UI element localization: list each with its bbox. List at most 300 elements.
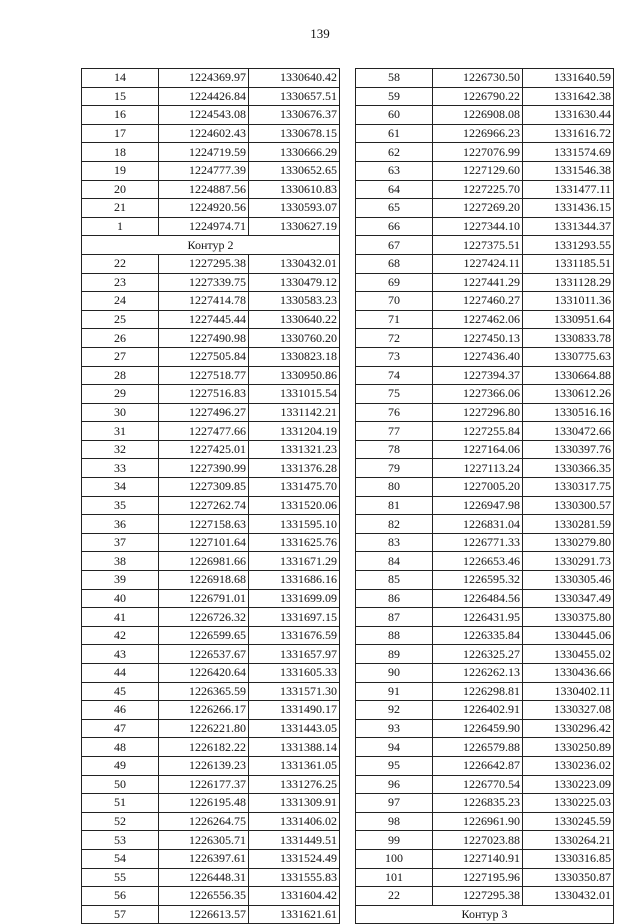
point-number-cell: 19 [82, 161, 159, 180]
point-number-cell: 89 [356, 645, 433, 664]
point-number-cell: 37 [82, 533, 159, 552]
x-coordinate-cell: 1226835.23 [433, 794, 523, 813]
y-coordinate-cell: 1331321.23 [249, 440, 340, 459]
table-row [82, 124, 340, 143]
x-coordinate-cell: 1226221.80 [159, 719, 249, 738]
x-coordinate-cell: 1226448.31 [159, 868, 249, 887]
x-coordinate-cell: 1227441.29 [433, 273, 523, 292]
y-coordinate-cell: 1331475.70 [249, 478, 340, 497]
table-row [356, 273, 614, 292]
y-coordinate-cell: 1331546.38 [523, 161, 614, 180]
table-row [356, 533, 614, 552]
y-coordinate-cell: 1331128.29 [523, 273, 614, 292]
point-number-cell: 90 [356, 664, 433, 683]
table-row [356, 682, 614, 701]
contour-label: Контур 2 [82, 236, 340, 255]
y-coordinate-cell: 1331574.69 [523, 143, 614, 162]
y-coordinate-cell: 1331524.49 [249, 849, 340, 868]
x-coordinate-cell: 1227505.84 [159, 347, 249, 366]
y-coordinate-cell: 1331699.09 [249, 589, 340, 608]
y-coordinate-cell: 1330300.57 [523, 496, 614, 515]
point-number-cell: 58 [356, 69, 433, 88]
x-coordinate-cell: 1226262.13 [433, 664, 523, 683]
x-coordinate-cell: 1226961.90 [433, 812, 523, 831]
table-row [82, 626, 340, 645]
point-number-cell: 29 [82, 385, 159, 404]
x-coordinate-cell: 1227113.24 [433, 459, 523, 478]
y-coordinate-cell: 1330445.06 [523, 626, 614, 645]
point-number-cell: 61 [356, 124, 433, 143]
x-coordinate-cell: 1226195.48 [159, 794, 249, 813]
point-number-cell: 101 [356, 868, 433, 887]
table-row [82, 589, 340, 608]
point-number-cell: 95 [356, 756, 433, 775]
x-coordinate-cell: 1227023.88 [433, 831, 523, 850]
x-coordinate-cell: 1227158.63 [159, 515, 249, 534]
table-row [82, 459, 340, 478]
point-number-cell: 38 [82, 552, 159, 571]
table-row [356, 664, 614, 683]
table-row [356, 589, 614, 608]
y-coordinate-cell: 1330950.86 [249, 366, 340, 385]
point-number-cell: 76 [356, 403, 433, 422]
y-coordinate-cell: 1330610.83 [249, 180, 340, 199]
table-row [356, 347, 614, 366]
x-coordinate-cell: 1227414.78 [159, 292, 249, 311]
x-coordinate-cell: 1227225.70 [433, 180, 523, 199]
y-coordinate-cell: 1330432.01 [523, 887, 614, 906]
y-coordinate-cell: 1330225.03 [523, 794, 614, 813]
table-row [356, 124, 614, 143]
y-coordinate-cell: 1330245.59 [523, 812, 614, 831]
y-coordinate-cell: 1331625.76 [249, 533, 340, 552]
y-coordinate-cell: 1331443.05 [249, 719, 340, 738]
y-coordinate-cell: 1330627.19 [249, 217, 340, 236]
y-coordinate-cell: 1330516.16 [523, 403, 614, 422]
table-row [356, 608, 614, 627]
point-number-cell: 64 [356, 180, 433, 199]
y-coordinate-cell: 1331676.59 [249, 626, 340, 645]
y-coordinate-cell: 1330366.35 [523, 459, 614, 478]
x-coordinate-cell: 1227164.06 [433, 440, 523, 459]
y-coordinate-cell: 1330264.21 [523, 831, 614, 850]
x-coordinate-cell: 1227295.38 [159, 254, 249, 273]
x-coordinate-cell: 1227339.75 [159, 273, 249, 292]
table-row [356, 87, 614, 106]
x-coordinate-cell: 1227140.91 [433, 849, 523, 868]
x-coordinate-cell: 1227460.27 [433, 292, 523, 311]
y-coordinate-cell: 1330327.08 [523, 701, 614, 720]
point-number-cell: 22 [82, 254, 159, 273]
x-coordinate-cell: 1226981.66 [159, 552, 249, 571]
table-row [356, 236, 614, 255]
table-row [356, 459, 614, 478]
point-number-cell: 17 [82, 124, 159, 143]
y-coordinate-cell: 1331436.15 [523, 199, 614, 218]
point-number-cell: 60 [356, 106, 433, 125]
y-coordinate-cell: 1331571.30 [249, 682, 340, 701]
table-row [82, 533, 340, 552]
point-number-cell: 72 [356, 329, 433, 348]
x-coordinate-cell: 1226266.17 [159, 701, 249, 720]
point-number-cell: 1 [82, 217, 159, 236]
point-number-cell: 32 [82, 440, 159, 459]
table-row [356, 756, 614, 775]
point-number-cell: 30 [82, 403, 159, 422]
x-coordinate-cell: 1226726.32 [159, 608, 249, 627]
point-number-cell: 93 [356, 719, 433, 738]
y-coordinate-cell: 1330640.22 [249, 310, 340, 329]
point-number-cell: 67 [356, 236, 433, 255]
table-row [356, 329, 614, 348]
x-coordinate-cell: 1226831.04 [433, 515, 523, 534]
y-coordinate-cell: 1330236.02 [523, 756, 614, 775]
x-coordinate-cell: 1226177.37 [159, 775, 249, 794]
point-number-cell: 45 [82, 682, 159, 701]
point-number-cell: 82 [356, 515, 433, 534]
x-coordinate-cell: 1227436.40 [433, 347, 523, 366]
table-row [356, 422, 614, 441]
y-coordinate-cell: 1331185.51 [523, 254, 614, 273]
table-row [356, 199, 614, 218]
x-coordinate-cell: 1227076.99 [433, 143, 523, 162]
x-coordinate-cell: 1226947.98 [433, 496, 523, 515]
point-number-cell: 39 [82, 571, 159, 590]
point-number-cell: 41 [82, 608, 159, 627]
point-number-cell: 94 [356, 738, 433, 757]
x-coordinate-cell: 1227450.13 [433, 329, 523, 348]
y-coordinate-cell: 1330250.89 [523, 738, 614, 757]
y-coordinate-cell: 1330676.37 [249, 106, 340, 125]
y-coordinate-cell: 1331449.51 [249, 831, 340, 850]
point-number-cell: 99 [356, 831, 433, 850]
y-coordinate-cell: 1330350.87 [523, 868, 614, 887]
x-coordinate-cell: 1227366.06 [433, 385, 523, 404]
table-row [82, 719, 340, 738]
x-coordinate-cell: 1227518.77 [159, 366, 249, 385]
x-coordinate-cell: 1226335.84 [433, 626, 523, 645]
point-number-cell: 69 [356, 273, 433, 292]
x-coordinate-cell: 1226264.75 [159, 812, 249, 831]
y-coordinate-cell: 1331276.25 [249, 775, 340, 794]
table-row [82, 868, 340, 887]
y-coordinate-cell: 1330279.80 [523, 533, 614, 552]
x-coordinate-cell: 1226556.35 [159, 887, 249, 906]
y-coordinate-cell: 1331011.36 [523, 292, 614, 311]
x-coordinate-cell: 1226305.71 [159, 831, 249, 850]
point-number-cell: 48 [82, 738, 159, 757]
table-row [82, 106, 340, 125]
point-number-cell: 68 [356, 254, 433, 273]
point-number-cell: 66 [356, 217, 433, 236]
point-number-cell: 85 [356, 571, 433, 590]
point-number-cell: 74 [356, 366, 433, 385]
point-number-cell: 36 [82, 515, 159, 534]
y-coordinate-cell: 1331605.33 [249, 664, 340, 683]
point-number-cell: 31 [82, 422, 159, 441]
point-number-cell: 53 [82, 831, 159, 850]
point-number-cell: 14 [82, 69, 159, 88]
y-coordinate-cell: 1330678.15 [249, 124, 340, 143]
table-row [82, 273, 340, 292]
y-coordinate-cell: 1331671.29 [249, 552, 340, 571]
point-number-cell: 59 [356, 87, 433, 106]
y-coordinate-cell: 1330402.11 [523, 682, 614, 701]
point-number-cell: 49 [82, 756, 159, 775]
y-coordinate-cell: 1331640.59 [523, 69, 614, 88]
table-row [356, 478, 614, 497]
table-row [82, 422, 340, 441]
table-row [356, 496, 614, 515]
x-coordinate-cell: 1226459.90 [433, 719, 523, 738]
x-coordinate-cell: 1227269.20 [433, 199, 523, 218]
point-number-cell: 52 [82, 812, 159, 831]
y-coordinate-cell: 1330640.42 [249, 69, 340, 88]
y-coordinate-cell: 1330479.12 [249, 273, 340, 292]
point-number-cell: 80 [356, 478, 433, 497]
table-row [82, 645, 340, 664]
x-coordinate-cell: 1227295.38 [433, 887, 523, 906]
x-coordinate-cell: 1226770.54 [433, 775, 523, 794]
point-number-cell: 92 [356, 701, 433, 720]
point-number-cell: 44 [82, 664, 159, 683]
point-number-cell: 71 [356, 310, 433, 329]
point-number-cell: 24 [82, 292, 159, 311]
y-coordinate-cell: 1330833.78 [523, 329, 614, 348]
x-coordinate-cell: 1226790.22 [433, 87, 523, 106]
y-coordinate-cell: 1331344.37 [523, 217, 614, 236]
x-coordinate-cell: 1224543.08 [159, 106, 249, 125]
table-row [356, 385, 614, 404]
table-row [356, 849, 614, 868]
point-number-cell: 33 [82, 459, 159, 478]
table-row [82, 143, 340, 162]
y-coordinate-cell: 1331697.15 [249, 608, 340, 627]
x-coordinate-cell: 1227296.80 [433, 403, 523, 422]
table-row [82, 366, 340, 385]
x-coordinate-cell: 1227129.60 [433, 161, 523, 180]
x-coordinate-cell: 1227195.96 [433, 868, 523, 887]
y-coordinate-cell: 1330223.09 [523, 775, 614, 794]
y-coordinate-cell: 1331657.97 [249, 645, 340, 664]
table-row [82, 292, 340, 311]
table-row [82, 180, 340, 199]
table-row [356, 626, 614, 645]
x-coordinate-cell: 1227394.37 [433, 366, 523, 385]
y-coordinate-cell: 1331477.11 [523, 180, 614, 199]
point-number-cell: 16 [82, 106, 159, 125]
y-coordinate-cell: 1331204.19 [249, 422, 340, 441]
y-coordinate-cell: 1331621.61 [249, 905, 340, 924]
y-coordinate-cell: 1331361.05 [249, 756, 340, 775]
table-row [82, 329, 340, 348]
x-coordinate-cell: 1226599.65 [159, 626, 249, 645]
contour-label: Контур 3 [356, 905, 614, 924]
point-number-cell: 87 [356, 608, 433, 627]
point-number-cell: 35 [82, 496, 159, 515]
x-coordinate-cell: 1227255.84 [433, 422, 523, 441]
table-row [82, 905, 340, 924]
x-coordinate-cell: 1227490.98 [159, 329, 249, 348]
x-coordinate-cell: 1227496.27 [159, 403, 249, 422]
x-coordinate-cell: 1227424.11 [433, 254, 523, 273]
point-number-cell: 86 [356, 589, 433, 608]
table-row [356, 812, 614, 831]
point-number-cell: 57 [82, 905, 159, 924]
y-coordinate-cell: 1331142.21 [249, 403, 340, 422]
table-row [82, 664, 340, 683]
x-coordinate-cell: 1226595.32 [433, 571, 523, 590]
point-number-cell: 56 [82, 887, 159, 906]
x-coordinate-cell: 1227462.06 [433, 310, 523, 329]
x-coordinate-cell: 1226966.23 [433, 124, 523, 143]
y-coordinate-cell: 1330432.01 [249, 254, 340, 273]
page-number: 139 [310, 26, 330, 41]
table-row [356, 868, 614, 887]
y-coordinate-cell: 1330593.07 [249, 199, 340, 218]
point-number-cell: 83 [356, 533, 433, 552]
table-row [82, 310, 340, 329]
table-row [356, 292, 614, 311]
table-row [82, 161, 340, 180]
table-row [356, 143, 614, 162]
contour-header-row [356, 905, 614, 924]
point-number-cell: 65 [356, 199, 433, 218]
y-coordinate-cell: 1331015.54 [249, 385, 340, 404]
table-row [82, 849, 340, 868]
point-number-cell: 79 [356, 459, 433, 478]
y-coordinate-cell: 1330472.66 [523, 422, 614, 441]
y-coordinate-cell: 1330612.26 [523, 385, 614, 404]
table-row [82, 496, 340, 515]
table-row [356, 794, 614, 813]
table-row [82, 254, 340, 273]
y-coordinate-cell: 1330296.42 [523, 719, 614, 738]
point-number-cell: 88 [356, 626, 433, 645]
point-number-cell: 63 [356, 161, 433, 180]
y-coordinate-cell: 1330666.29 [249, 143, 340, 162]
point-number-cell: 42 [82, 626, 159, 645]
x-coordinate-cell: 1226730.50 [433, 69, 523, 88]
contour-header-row [82, 236, 340, 255]
point-number-cell: 28 [82, 366, 159, 385]
point-number-cell: 20 [82, 180, 159, 199]
table-row [82, 478, 340, 497]
table-row [82, 794, 340, 813]
x-coordinate-cell: 1227262.74 [159, 496, 249, 515]
table-row [356, 571, 614, 590]
point-number-cell: 34 [82, 478, 159, 497]
point-number-cell: 55 [82, 868, 159, 887]
y-coordinate-cell: 1330316.85 [523, 849, 614, 868]
x-coordinate-cell: 1226918.68 [159, 571, 249, 590]
table-row [356, 719, 614, 738]
y-coordinate-cell: 1330375.80 [523, 608, 614, 627]
point-number-cell: 47 [82, 719, 159, 738]
x-coordinate-cell: 1226484.56 [433, 589, 523, 608]
x-coordinate-cell: 1227516.83 [159, 385, 249, 404]
y-coordinate-cell: 1331490.17 [249, 701, 340, 720]
y-coordinate-cell: 1331686.16 [249, 571, 340, 590]
y-coordinate-cell: 1331520.06 [249, 496, 340, 515]
x-coordinate-cell: 1226537.67 [159, 645, 249, 664]
point-number-cell: 81 [356, 496, 433, 515]
table-row [82, 552, 340, 571]
y-coordinate-cell: 1330347.49 [523, 589, 614, 608]
table-row [82, 347, 340, 366]
point-number-cell: 100 [356, 849, 433, 868]
x-coordinate-cell: 1226139.23 [159, 756, 249, 775]
y-coordinate-cell: 1331293.55 [523, 236, 614, 255]
x-coordinate-cell: 1227477.66 [159, 422, 249, 441]
y-coordinate-cell: 1331604.42 [249, 887, 340, 906]
point-number-cell: 18 [82, 143, 159, 162]
x-coordinate-cell: 1224369.97 [159, 69, 249, 88]
x-coordinate-cell: 1227344.10 [433, 217, 523, 236]
y-coordinate-cell: 1330823.18 [249, 347, 340, 366]
point-number-cell: 15 [82, 87, 159, 106]
x-coordinate-cell: 1226420.64 [159, 664, 249, 683]
table-row [82, 701, 340, 720]
table-row [356, 217, 614, 236]
x-coordinate-cell: 1224426.84 [159, 87, 249, 106]
x-coordinate-cell: 1226182.22 [159, 738, 249, 757]
x-coordinate-cell: 1227375.51 [433, 236, 523, 255]
point-number-cell: 23 [82, 273, 159, 292]
point-number-cell: 77 [356, 422, 433, 441]
x-coordinate-cell: 1226908.08 [433, 106, 523, 125]
x-coordinate-cell: 1227101.64 [159, 533, 249, 552]
y-coordinate-cell: 1331630.44 [523, 106, 614, 125]
y-coordinate-cell: 1330305.46 [523, 571, 614, 590]
y-coordinate-cell: 1330455.02 [523, 645, 614, 664]
table-row [356, 254, 614, 273]
y-coordinate-cell: 1330951.64 [523, 310, 614, 329]
x-coordinate-cell: 1226325.27 [433, 645, 523, 664]
table-row [82, 831, 340, 850]
table-row [82, 403, 340, 422]
point-number-cell: 91 [356, 682, 433, 701]
x-coordinate-cell: 1227390.99 [159, 459, 249, 478]
point-number-cell: 84 [356, 552, 433, 571]
x-coordinate-cell: 1226298.81 [433, 682, 523, 701]
table-row [356, 887, 614, 906]
point-number-cell: 98 [356, 812, 433, 831]
y-coordinate-cell: 1331376.28 [249, 459, 340, 478]
table-row [82, 756, 340, 775]
y-coordinate-cell: 1330775.63 [523, 347, 614, 366]
y-coordinate-cell: 1331406.02 [249, 812, 340, 831]
table-row [356, 552, 614, 571]
x-coordinate-cell: 1226613.57 [159, 905, 249, 924]
table-row [356, 701, 614, 720]
y-coordinate-cell: 1330664.88 [523, 366, 614, 385]
y-coordinate-cell: 1330281.59 [523, 515, 614, 534]
x-coordinate-cell: 1226642.87 [433, 756, 523, 775]
y-coordinate-cell: 1330397.76 [523, 440, 614, 459]
y-coordinate-cell: 1331555.83 [249, 868, 340, 887]
table-row [356, 645, 614, 664]
table-row [82, 775, 340, 794]
table-row [356, 366, 614, 385]
point-number-cell: 21 [82, 199, 159, 218]
point-number-cell: 51 [82, 794, 159, 813]
table-row [356, 161, 614, 180]
table-row [82, 571, 340, 590]
point-number-cell: 54 [82, 849, 159, 868]
x-coordinate-cell: 1227309.85 [159, 478, 249, 497]
table-row [356, 106, 614, 125]
